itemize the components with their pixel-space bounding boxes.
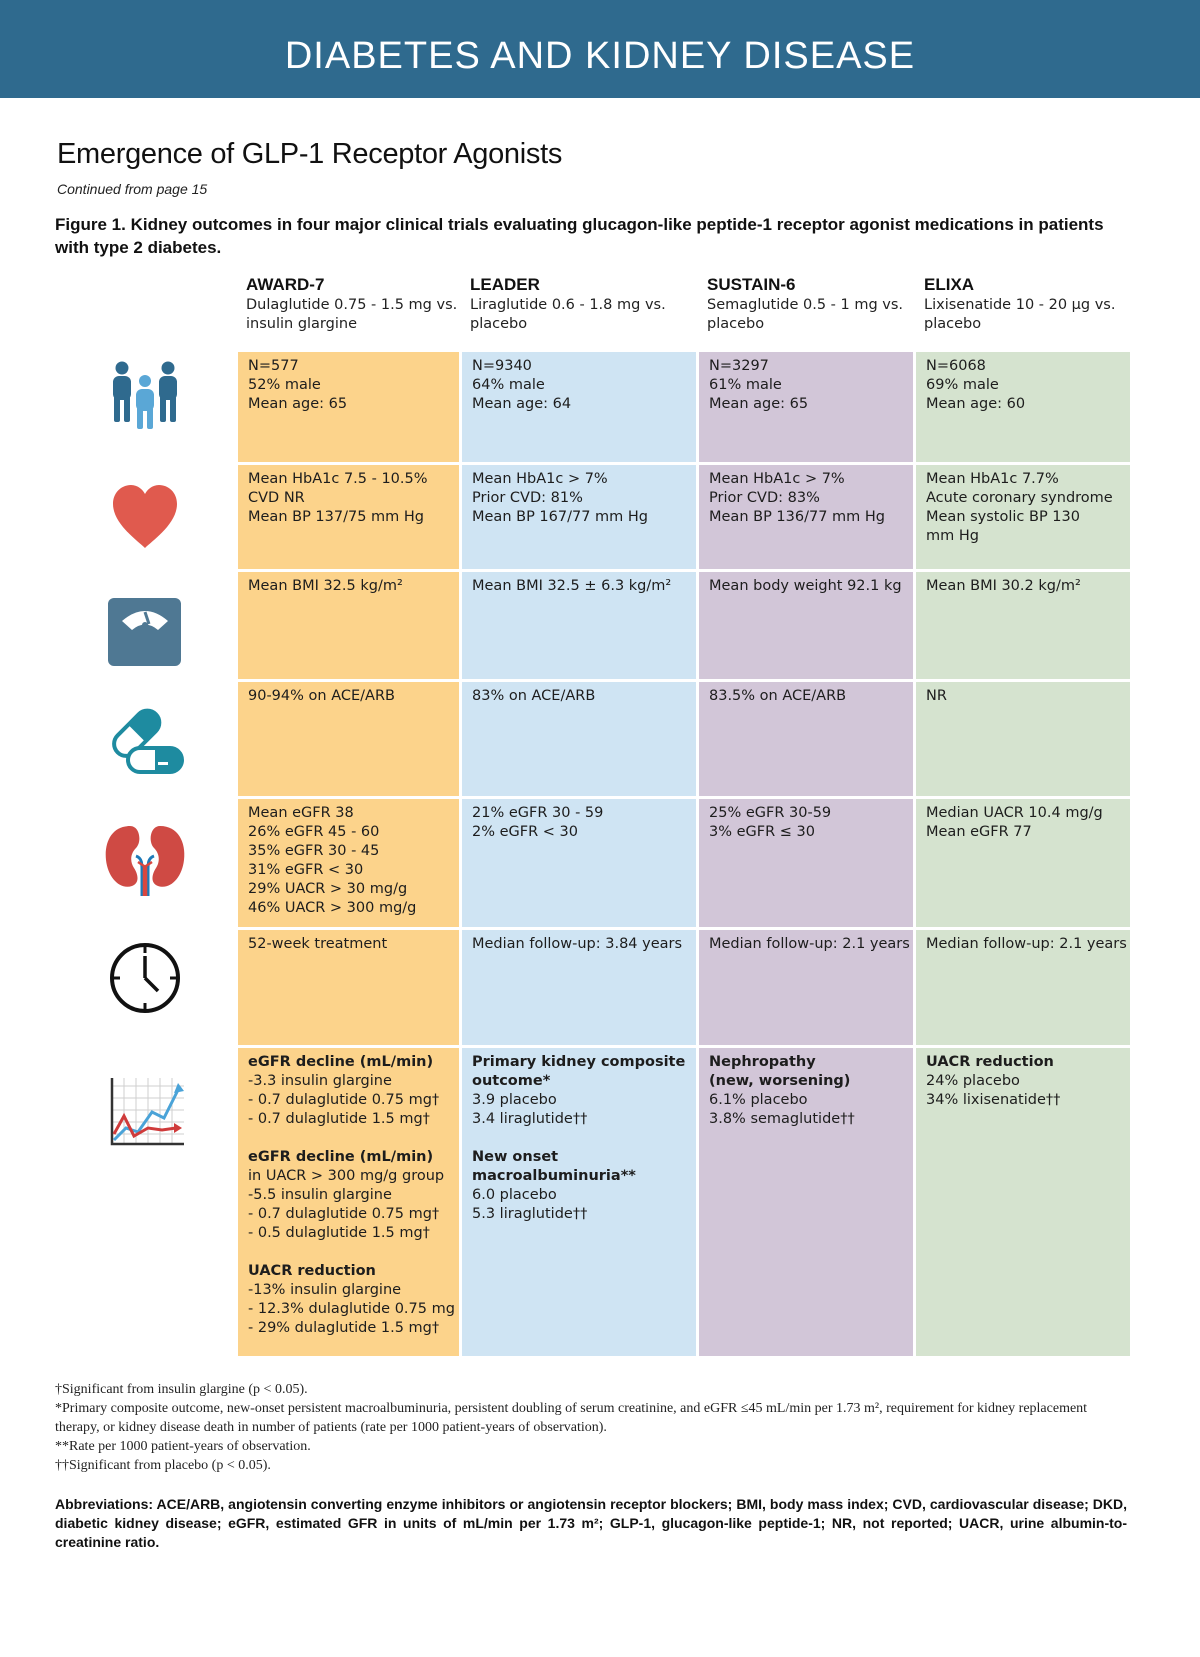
pill-icon (100, 702, 190, 778)
continued-note: Continued from page 15 (57, 181, 208, 197)
cell-heading: (new, worsening) (709, 1073, 851, 1089)
cell-line: Mean BMI 32.5 ± 6.3 kg/m² (472, 578, 672, 594)
cell-line: 64% male (472, 377, 545, 393)
cell-line: 5.3 liraglutide†† (472, 1206, 588, 1222)
cell-line: Mean eGFR 77 (926, 824, 1032, 840)
cell-award7-row-7 (238, 1048, 459, 1356)
trial-header-sustain6 (707, 275, 921, 334)
trial-description-line: Semaglutide 0.5 - 1 mg vs. (707, 297, 904, 313)
cell-line: 24% placebo (926, 1073, 1020, 1089)
cell-line: - 29% dulaglutide 1.5 mg† (248, 1320, 440, 1336)
cell-line: mm Hg (926, 528, 979, 544)
cell-heading: macroalbuminuria** (472, 1168, 636, 1184)
cell-elixa-row-3 (916, 572, 1130, 679)
cell-award7-row-1 (238, 352, 459, 462)
cell-heading: Primary kidney composite (472, 1054, 686, 1070)
cell-line: Mean body weight 92.1 kg (709, 578, 902, 594)
cell-leader-row-5 (462, 799, 696, 927)
cell-heading: Nephropathy (709, 1054, 816, 1070)
cell-elixa-row-1 (916, 352, 1130, 462)
trial-description-line: placebo (470, 316, 528, 332)
cell-line: N=9340 (472, 358, 532, 374)
figure-caption: Figure 1. Kidney outcomes in four major clinical trials evaluating glucagon-like peptide-1 receptor agonist medications in patients with type 2 diabetes. (55, 215, 1104, 257)
cell-award7-row-6 (238, 930, 459, 1045)
trial-description-line: Lixisenatide 10 - 20 µg vs. (924, 297, 1116, 313)
cell-line: 34% lixisenatide†† (926, 1092, 1061, 1108)
cell-leader-row-1 (462, 352, 696, 462)
chart-icon (100, 1074, 190, 1150)
cell-heading: outcome* (472, 1073, 551, 1089)
cell-line: 69% male (926, 377, 999, 393)
trial-description-line: Liraglutide 0.6 - 1.8 mg vs. (470, 297, 666, 313)
cell-leader-row-4 (462, 682, 696, 796)
cell-sustain6-row-1 (699, 352, 913, 462)
trial-description-line: placebo (924, 316, 982, 332)
cell-sustain6-row-2 (699, 465, 913, 569)
clock-icon (100, 940, 190, 1016)
cell-line: in UACR > 300 mg/g group (248, 1168, 445, 1184)
cell-heading: New onset (472, 1149, 559, 1165)
cell-line: Prior CVD: 81% (472, 490, 583, 506)
cell-line: 3% eGFR ≤ 30 (709, 824, 816, 840)
cell-line: Median follow-up: 2.1 years (709, 936, 910, 952)
footnotes (55, 1380, 1135, 1475)
cell-line: N=6068 (926, 358, 986, 374)
cell-line: Mean age: 64 (472, 396, 572, 412)
trial-name: LEADER (470, 275, 540, 294)
trial-name: ELIXA (924, 275, 975, 294)
trial-header-elixa (924, 275, 1138, 334)
cell-line: N=577 (248, 358, 299, 374)
cell-line: Mean HbA1c > 7% (472, 471, 608, 487)
cell-line: Median follow-up: 3.84 years (472, 936, 683, 952)
cell-line: CVD NR (248, 490, 305, 506)
cell-line: - 0.7 dulaglutide 0.75 mg† (248, 1206, 440, 1222)
cell-line: 6.0 placebo (472, 1187, 557, 1203)
cell-line: Mean HbA1c 7.7% (926, 471, 1059, 487)
cell-line: 3.9 placebo (472, 1092, 557, 1108)
cell-line: 2% eGFR < 30 (472, 824, 579, 840)
trial-description-line: insulin glargine (246, 316, 357, 332)
cell-heading: UACR reduction (926, 1054, 1054, 1070)
scale-icon (100, 592, 190, 668)
cell-line: Mean systolic BP 130 (926, 509, 1080, 525)
people-icon (100, 358, 190, 434)
cell-heading: UACR reduction (248, 1263, 376, 1279)
cell-heading: eGFR decline (mL/min) (248, 1149, 434, 1165)
cell-sustain6-row-7 (699, 1048, 913, 1356)
cell-sustain6-row-4 (699, 682, 913, 796)
cell-award7-row-5 (238, 799, 459, 927)
cell-award7-row-3 (238, 572, 459, 679)
footnote-dagger: †Significant from insulin glargine (p < 0.05). (55, 1382, 308, 1397)
cell-leader-row-2 (462, 465, 696, 569)
cell-line: 21% eGFR 30 - 59 (472, 805, 604, 821)
cell-line: 35% eGFR 30 - 45 (248, 843, 380, 859)
footnote-star: *Primary composite outcome, new-onset persistent macroalbuminuria, persistent doubling of serum creatinine, and eGFR ≤45 mL/min per 1.73 m², requirement for kidney replacement therapy, or kidney disease death in number of patients (rate per 1000 patient-years of observation). (55, 1401, 1088, 1435)
cell-line: 83% on ACE/ARB (472, 688, 596, 704)
trial-description-line: placebo (707, 316, 765, 332)
cell-line: 25% eGFR 30-59 (709, 805, 832, 821)
cell-line: 3.8% semaglutide†† (709, 1111, 855, 1127)
kidney-icon (100, 820, 190, 896)
cell-line: - 0.7 dulaglutide 1.5 mg† (248, 1111, 430, 1127)
cell-line: Mean BMI 32.5 kg/m² (248, 578, 403, 594)
trial-header-leader (470, 275, 704, 334)
cell-line: 6.1% placebo (709, 1092, 808, 1108)
trial-header-award7 (246, 275, 467, 334)
footnote-double-dagger: ††Significant from placebo (p < 0.05). (55, 1458, 271, 1473)
heart-icon (100, 478, 190, 554)
cell-line: Prior CVD: 83% (709, 490, 820, 506)
banner: DIABETES AND KIDNEY DISEASE (0, 0, 1200, 98)
cell-line: NR (926, 688, 947, 704)
abbreviations: Abbreviations: ACE/ARB, angiotensin converting enzyme inhibitors or angiotensin receptor blockers; BMI, body mass index; CVD, cardiovascular disease; DKD, diabetic kidney disease; eGFR, estimated GFR in units of mL/min per 1.73 m²; GLP-1, glucagon-like peptide-1; NR, not reported; UACR, urine albumin-to-creatinine ratio. (55, 1496, 1127, 1550)
cell-sustain6-row-6 (699, 930, 913, 1045)
trial-name: AWARD-7 (246, 275, 325, 294)
cell-line: Mean BP 167/77 mm Hg (472, 509, 649, 525)
footnote-double-star: **Rate per 1000 patient-years of observation. (55, 1439, 311, 1454)
cell-award7-row-2 (238, 465, 459, 569)
cell-sustain6-row-5 (699, 799, 913, 927)
trial-name: SUSTAIN-6 (707, 275, 796, 294)
cell-line: Mean HbA1c 7.5 - 10.5% (248, 471, 428, 487)
cell-leader-row-7 (462, 1048, 696, 1356)
cell-line: Mean age: 65 (248, 396, 348, 412)
spacer (472, 1129, 686, 1148)
cell-heading: eGFR decline (mL/min) (248, 1054, 434, 1070)
cell-line: 83.5% on ACE/ARB (709, 688, 847, 704)
cell-elixa-row-5 (916, 799, 1130, 927)
spacer (248, 1243, 449, 1262)
cell-line: -13% insulin glargine (248, 1282, 402, 1298)
cell-elixa-row-2 (916, 465, 1130, 569)
cell-line: Acute coronary syndrome (926, 490, 1113, 506)
cell-line: 61% male (709, 377, 782, 393)
cell-line: 31% eGFR < 30 (248, 862, 364, 878)
cell-elixa-row-7 (916, 1048, 1130, 1356)
cell-line: Mean BMI 30.2 kg/m² (926, 578, 1081, 594)
cell-sustain6-row-3 (699, 572, 913, 679)
cell-line: Mean eGFR 38 (248, 805, 354, 821)
cell-line: 52-week treatment (248, 936, 388, 952)
cell-line: - 0.7 dulaglutide 0.75 mg† (248, 1092, 440, 1108)
cell-line: Mean HbA1c > 7% (709, 471, 845, 487)
cell-line: - 0.5 dulaglutide 1.5 mg† (248, 1225, 430, 1241)
cell-line: 3.4 liraglutide†† (472, 1111, 588, 1127)
cell-award7-row-4 (238, 682, 459, 796)
cell-line: -5.5 insulin glargine (248, 1187, 392, 1203)
cell-elixa-row-4 (916, 682, 1130, 796)
cell-line: 26% eGFR 45 - 60 (248, 824, 380, 840)
cell-line: Median follow-up: 2.1 years (926, 936, 1127, 952)
cell-line: N=3297 (709, 358, 769, 374)
cell-elixa-row-6 (916, 930, 1130, 1045)
cell-line: - 12.3% dulaglutide 0.75 mg (248, 1301, 455, 1317)
cell-leader-row-3 (462, 572, 696, 679)
cell-line: Mean BP 136/77 mm Hg (709, 509, 886, 525)
trial-description-line: Dulaglutide 0.75 - 1.5 mg vs. (246, 297, 458, 313)
cell-line: Mean age: 60 (926, 396, 1026, 412)
cell-leader-row-6 (462, 930, 696, 1045)
cell-line: Mean BP 137/75 mm Hg (248, 509, 425, 525)
cell-line: 29% UACR > 30 mg/g (248, 881, 408, 897)
cell-line: 52% male (248, 377, 321, 393)
cell-line: 90-94% on ACE/ARB (248, 688, 395, 704)
cell-line: Median UACR 10.4 mg/g (926, 805, 1103, 821)
spacer (248, 1129, 449, 1148)
cell-line: Mean age: 65 (709, 396, 809, 412)
cell-line: 46% UACR > 300 mg/g (248, 900, 417, 916)
cell-line: -3.3 insulin glargine (248, 1073, 392, 1089)
article-title: Emergence of GLP-1 Receptor Agonists (57, 138, 563, 170)
